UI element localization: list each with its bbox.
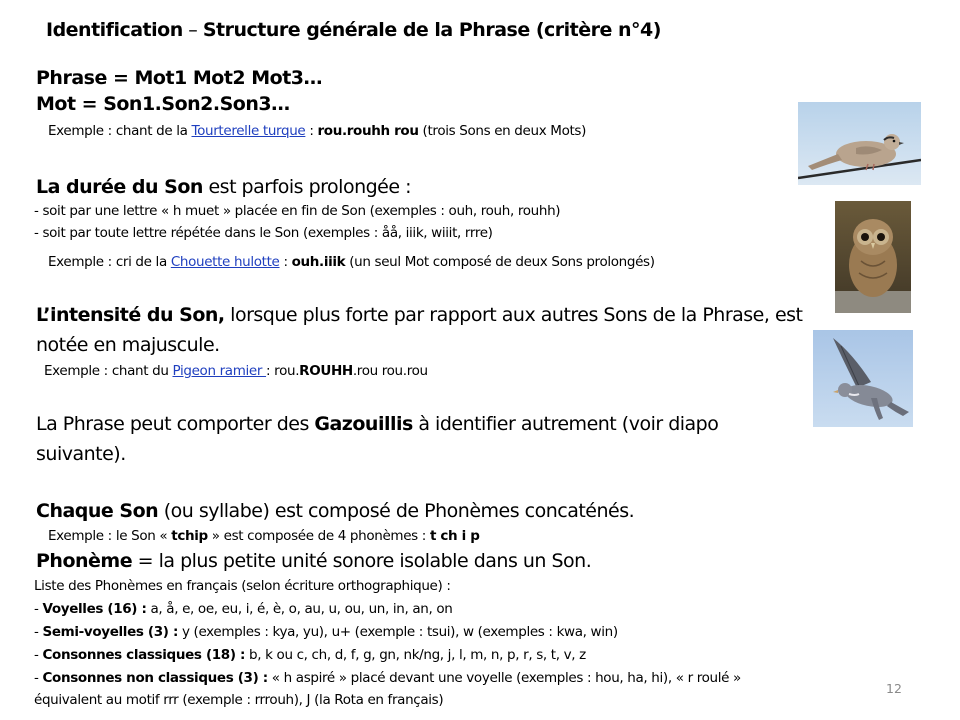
example-pigeon-bold: ROUHH xyxy=(299,363,353,379)
phrase-definition: Phrase = Mot1 Mot2 Mot3… xyxy=(36,67,323,89)
example-tchip xyxy=(48,528,480,544)
son-definition-rest: (ou syllabe) est composé de Phonèmes concaténés. xyxy=(158,500,635,522)
example-tchip-prefix: Exemple : le Son « xyxy=(48,528,172,544)
example-tchip-mid: » est composée de 4 phonèmes : xyxy=(207,528,430,544)
title-dash: – xyxy=(182,19,203,41)
gazouillis-line2: suivante). xyxy=(36,443,126,465)
vowels-text: a, å, e, oe, eu, i, é, è, o, au, u, ou, un, in, an, on xyxy=(146,601,453,617)
chouette-hulotte-link[interactable]: Chouette hulotte xyxy=(170,254,280,270)
example-owl-mid: : xyxy=(279,254,292,270)
example-tchip-bold: tchip xyxy=(171,528,208,544)
example-owl xyxy=(48,254,655,270)
phoneme-definition xyxy=(36,550,591,572)
mot-definition: Mot = Son1.Son2.Son3… xyxy=(36,93,290,115)
phoneme-definition-rest: = la plus petite unité sonore isolable dans un Son. xyxy=(132,550,592,572)
gazouillis-bold: Gazouillis xyxy=(314,413,413,435)
example-pigeon xyxy=(44,363,428,379)
title-bold: Identification xyxy=(46,19,183,41)
page-number: 12 xyxy=(886,681,902,696)
pigeon-photo xyxy=(813,330,913,427)
son-definition-bold: Chaque Son xyxy=(36,500,159,522)
gazouillis-prefix: La Phrase peut comporter des xyxy=(36,413,315,435)
owl-illustration xyxy=(835,201,911,313)
example-dove-prefix: Exemple : chant de la xyxy=(48,123,192,139)
phoneme-definition-bold: Phonème xyxy=(36,550,133,572)
phoneme-classic-consonants: - Consonnes classiques (18) : b, k ou c, ch, d, f, g, gn, nk/ng, j, l, m, n, p, r, s, t, v, z xyxy=(34,647,586,663)
nonclassic-label: Consonnes non classiques (3) : xyxy=(42,670,268,686)
example-tchip-bold2: t ch i p xyxy=(429,528,480,544)
example-dove xyxy=(48,123,586,139)
classic-label: Consonnes classiques (18) : xyxy=(42,647,246,663)
gazouillis-line1 xyxy=(36,413,718,435)
semi-text: y (exemples : kya, yu), u+ (exemple : tsui), w (exemples : kwa, win) xyxy=(178,624,618,640)
phoneme-nonclassic-consonants-2: équivalent au motif rrr (exemple : rrrouh), J (la Rota en français) xyxy=(34,692,444,708)
son-definition xyxy=(36,500,634,522)
dove-photo xyxy=(798,102,921,185)
example-pigeon-suffix: .rou rou.rou xyxy=(352,363,428,379)
example-dove-bold: rou.rouhh rou xyxy=(317,123,419,139)
example-dove-mid: : xyxy=(305,123,318,139)
nonclassic-text: « h aspiré » placé devant une voyelle (exemples : hou, ha, hi), « r roulé » xyxy=(267,670,741,686)
pigeon-ramier-link[interactable]: Pigeon ramier xyxy=(172,363,267,379)
phoneme-list-intro: Liste des Phonèmes en français (selon écriture orthographique) : xyxy=(34,578,451,594)
intensity-heading-bold: L’intensité du Son, xyxy=(36,304,225,326)
example-pigeon-prefix: Exemple : chant du xyxy=(44,363,173,379)
example-pigeon-mid: : rou. xyxy=(266,363,300,379)
example-owl-bold: ouh.iiik xyxy=(291,254,346,270)
slide-title xyxy=(46,19,661,41)
duration-item-2: - soit par toute lettre répétée dans le Son (exemples : åå, iiik, wiiit, rrre) xyxy=(34,225,493,241)
gazouillis-rest: à identifier autrement (voir diapo xyxy=(412,413,719,435)
example-owl-prefix: Exemple : cri de la xyxy=(48,254,171,270)
phoneme-vowels: - Voyelles (16) : a, å, e, oe, eu, i, é, è, o, au, u, ou, un, in, an, on xyxy=(34,601,453,617)
owl-photo xyxy=(835,201,911,313)
intensity-heading-line1 xyxy=(36,304,803,326)
phoneme-nonclassic-consonants: - Consonnes non classiques (3) : « h aspiré » placé devant une voyelle (exemples : hou, ha, hi), « r roulé » xyxy=(34,670,741,686)
title-rest: Structure générale de la Phrase (critère n°4) xyxy=(202,19,661,41)
duration-item-1: - soit par une lettre « h muet » placée en fin de Son (exemples : ouh, rouh, rouhh) xyxy=(34,203,561,219)
classic-text: b, k ou c, ch, d, f, g, gn, nk/ng, j, l, m, n, p, r, s, t, v, z xyxy=(245,647,586,663)
vowels-label: Voyelles (16) : xyxy=(42,601,147,617)
example-dove-suffix: (trois Sons en deux Mots) xyxy=(418,123,587,139)
pigeon-illustration xyxy=(813,330,913,427)
intensity-heading-rest: lorsque plus forte par rapport aux autres Sons de la Phrase, est xyxy=(224,304,803,326)
semi-label: Semi-voyelles (3) : xyxy=(42,624,179,640)
example-owl-suffix: (un seul Mot composé de deux Sons prolongés) xyxy=(345,254,655,270)
tourterelle-turque-link[interactable]: Tourterelle turque xyxy=(191,123,306,139)
dove-illustration xyxy=(798,102,921,185)
phoneme-semi-vowels: - Semi-voyelles (3) : y (exemples : kya, yu), u+ (exemple : tsui), w (exemples : kwa, win) xyxy=(34,624,618,640)
duration-heading xyxy=(36,176,411,198)
duration-heading-rest: est parfois prolongée : xyxy=(202,176,412,198)
intensity-heading-line2: notée en majuscule. xyxy=(36,334,220,356)
duration-heading-bold: La durée du Son xyxy=(36,176,203,198)
